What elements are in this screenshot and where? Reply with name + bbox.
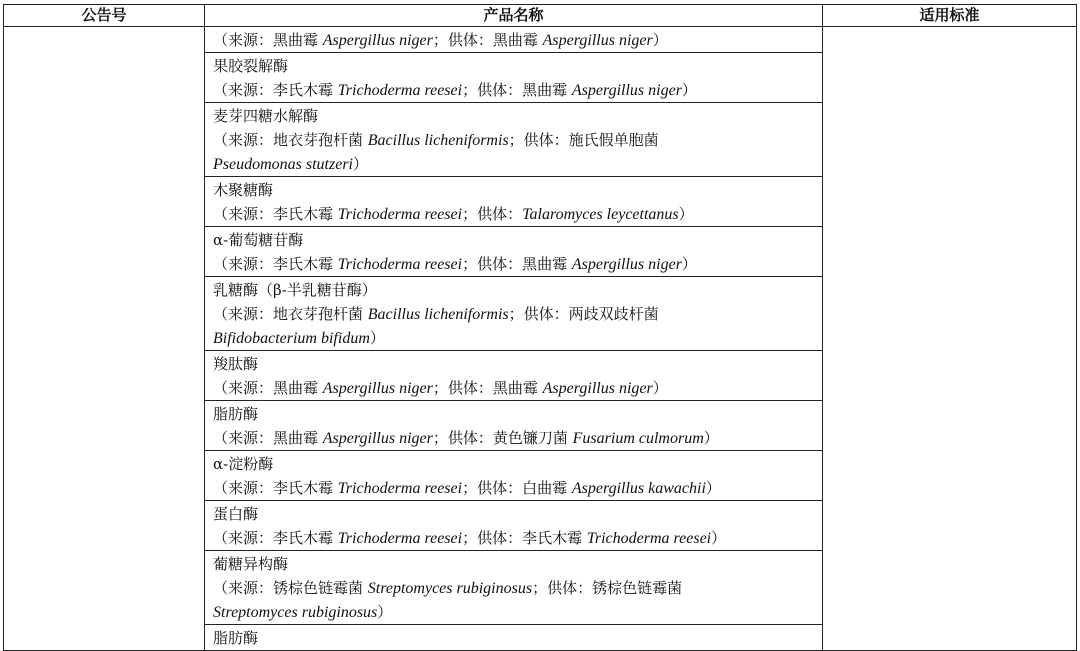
- product-name-line: [213, 402, 822, 426]
- species-name: Aspergillus niger: [571, 82, 682, 99]
- species-name: Aspergillus kawachii: [571, 480, 706, 497]
- product-name-cell: [205, 625, 823, 651]
- text-segment: ；供体：黄色镰刀菌: [432, 429, 573, 447]
- header-applicable-standard: 适用标准: [823, 5, 1077, 27]
- text-segment: α-淀粉酶: [213, 455, 274, 473]
- product-name-line: [213, 352, 822, 376]
- product-name-line: [213, 552, 822, 576]
- species-name: Aspergillus niger: [322, 380, 433, 397]
- text-segment: ）: [705, 479, 721, 497]
- text-segment: ）: [678, 205, 694, 223]
- product-name-cell: [205, 27, 823, 53]
- text-segment: 木聚糖酶: [213, 181, 274, 199]
- species-name: Pseudomonas stutzeri: [213, 156, 353, 173]
- species-name: Bacillus licheniformis: [367, 132, 509, 149]
- text-segment: （来源：锈棕色链霉菌: [213, 579, 368, 597]
- product-name-line: [213, 178, 822, 202]
- species-name: Streptomyces rubiginosus: [213, 604, 378, 621]
- species-name: Trichoderma reesei: [337, 256, 463, 273]
- text-segment: ）: [652, 31, 668, 49]
- product-name-cell: [205, 53, 823, 103]
- product-name-cell: [205, 227, 823, 277]
- text-segment: ）: [652, 379, 668, 397]
- product-source-line: [213, 426, 822, 450]
- header-product-name: 产品名称: [205, 5, 823, 27]
- text-segment: ）: [377, 603, 393, 621]
- header-announcement-no: 公告号: [4, 5, 205, 27]
- product-source-line: [213, 152, 822, 176]
- text-segment: 脂肪酶: [213, 629, 259, 647]
- product-source-line: [213, 252, 822, 276]
- text-segment: 羧肽酶: [213, 355, 259, 373]
- species-name: Fusarium culmorum: [572, 430, 704, 447]
- text-segment: （来源：李氏木霉: [213, 205, 338, 223]
- product-name-cell: [205, 277, 823, 351]
- species-name: Bacillus licheniformis: [367, 306, 509, 323]
- species-name: Aspergillus niger: [542, 32, 653, 49]
- species-name: Trichoderma reesei: [337, 82, 463, 99]
- text-segment: 果胶裂解酶: [213, 57, 289, 75]
- product-name-cell: [205, 401, 823, 451]
- product-name-line: [213, 502, 822, 526]
- product-source-line: [213, 128, 822, 152]
- text-segment: ；供体：两歧双歧杆菌: [508, 305, 659, 323]
- text-segment: （来源：李氏木霉: [213, 255, 338, 273]
- text-segment: ；供体：锈棕色链霉菌: [532, 579, 683, 597]
- product-name-line: [213, 228, 822, 252]
- product-source-line: [213, 28, 822, 52]
- product-name-cell: [205, 351, 823, 401]
- species-name: Bifidobacterium bifidum: [213, 330, 370, 347]
- species-name: Aspergillus niger: [322, 32, 433, 49]
- species-name: Trichoderma reesei: [337, 530, 463, 547]
- text-segment: ；供体：: [462, 205, 523, 223]
- product-source-line: [213, 302, 822, 326]
- text-segment: ）: [681, 81, 697, 99]
- text-segment: ；供体：白曲霉: [462, 479, 572, 497]
- text-segment: ；供体：黑曲霉: [462, 81, 572, 99]
- table-header-row: [4, 5, 1077, 27]
- species-name: Talaromyces leycettanus: [522, 206, 679, 223]
- text-segment: ）: [681, 255, 697, 273]
- product-name-line: [213, 452, 822, 476]
- text-segment: （来源：黑曲霉: [213, 429, 323, 447]
- enzyme-approval-table: [3, 4, 1077, 651]
- text-segment: （来源：李氏木霉: [213, 529, 338, 547]
- product-name-line: [213, 104, 822, 128]
- product-source-line: [213, 376, 822, 400]
- text-segment: 葡糖异构酶: [213, 555, 289, 573]
- text-segment: 乳糖酶（β-半乳糖苷酶）: [213, 281, 377, 299]
- text-segment: ）: [353, 155, 369, 173]
- product-source-line: [213, 600, 822, 624]
- species-name: Streptomyces rubiginosus: [367, 580, 533, 597]
- product-source-line: [213, 626, 822, 650]
- text-segment: ；供体：黑曲霉: [432, 379, 543, 397]
- species-name: Aspergillus niger: [322, 430, 433, 447]
- product-name-cell: [205, 551, 823, 625]
- announcement-no-cell: [4, 27, 205, 651]
- product-source-line: [213, 476, 822, 500]
- product-name-line: [213, 54, 822, 78]
- product-source-line: [213, 78, 822, 102]
- applicable-standard-cell: [823, 27, 1077, 651]
- text-segment: （来源：李氏木霉: [213, 81, 338, 99]
- product-source-line: [213, 326, 822, 350]
- text-segment: （来源：地衣芽孢杆菌: [213, 131, 368, 149]
- table-row: [4, 27, 1077, 53]
- product-name-cell: [205, 177, 823, 227]
- text-segment: （来源：黑曲霉: [213, 379, 323, 397]
- text-segment: ）: [369, 329, 385, 347]
- text-segment: 脂肪酶: [213, 405, 259, 423]
- species-name: Aspergillus niger: [542, 380, 653, 397]
- product-source-line: [213, 202, 822, 226]
- product-source-line: [213, 526, 822, 550]
- text-segment: ；供体：施氏假单胞菌: [508, 131, 659, 149]
- text-segment: 麦芽四糖水解酶: [213, 107, 319, 125]
- text-segment: （来源：黑曲霉: [213, 31, 323, 49]
- text-segment: ；供体：黑曲霉: [462, 255, 572, 273]
- species-name: Aspergillus niger: [571, 256, 682, 273]
- text-segment: （来源：李氏木霉: [213, 479, 338, 497]
- product-name-cell: [205, 103, 823, 177]
- species-name: Trichoderma reesei: [586, 530, 712, 547]
- text-segment: α-葡萄糖苷酶: [213, 231, 304, 249]
- species-name: Trichoderma reesei: [337, 480, 463, 497]
- product-name-cell: [205, 451, 823, 501]
- text-segment: ）: [711, 529, 727, 547]
- text-segment: （来源：地衣芽孢杆菌: [213, 305, 368, 323]
- text-segment: 蛋白酶: [213, 505, 259, 523]
- text-segment: ；供体：李氏木霉: [462, 529, 587, 547]
- text-segment: ；供体：黑曲霉: [432, 31, 543, 49]
- species-name: Trichoderma reesei: [337, 206, 463, 223]
- product-name-line: [213, 278, 822, 302]
- product-source-line: [213, 576, 822, 600]
- product-name-cell: [205, 501, 823, 551]
- text-segment: ）: [703, 429, 719, 447]
